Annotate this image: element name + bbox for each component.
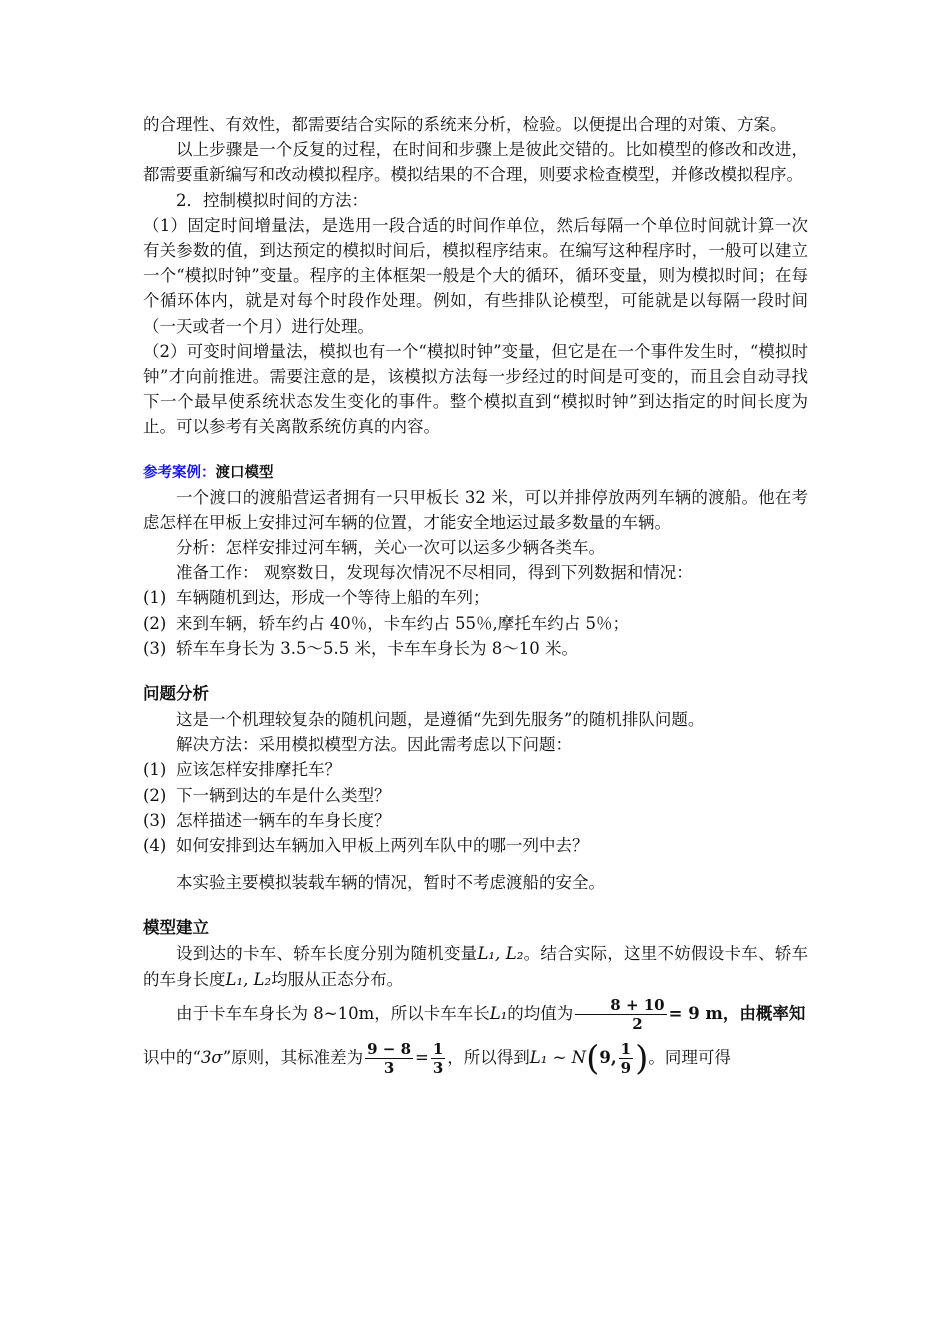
right-paren: ) — [635, 1038, 649, 1079]
spacer — [143, 895, 808, 915]
method-heading: 2．控制模拟时间的方法： — [176, 190, 368, 210]
list-item: (4) 如何安排到达车辆加入甲板上两列车队中的哪一列中去？ — [143, 836, 589, 856]
spacer — [143, 858, 808, 870]
document-page — [143, 112, 808, 1080]
case-preparation: 准备工作： 观察数日，发现每次情况不尽相同，得到下列数据和情况： — [176, 563, 693, 583]
case-analysis: 分析：怎样安排过河车辆，关心一次可以运多少辆各类车。 — [176, 538, 605, 558]
fraction-one-ninth: $\frac{1}{9}$ — [620, 1039, 632, 1077]
method-fixed-increment: （1）固定时间增量法，是选用一段合适的时间作单位，然后每隔一个单位时间就计算一次有关参数的值，到达预定的模拟时间后，模拟程序结束。在编写这种程序时，一般可以建立一个“模拟时钟”变量。程序的主体框架一般是个大的循环，循环变量，则为模拟时间；在每个循环体内，就是对每个时段作处理。例如，有些排队论模型，可能就是以每隔一段时间（一天或者一个月）进行处理。 — [143, 215, 808, 336]
spacer — [143, 440, 808, 460]
method-variable-increment: （2）可变时间增量法，模拟也有一个“模拟时钟”变量，但它是在一个事件发生时，“模拟时钟”才向前推进。需要注意的是，该模拟方法每一步经过的时间是可变的，而且会自动寻找下一个最早使系统状态发生变化的事件。整个模拟直到“模拟时钟”到达指定的时间长度为止。可以参考有关离散系统仿真的内容。 — [143, 341, 808, 437]
model-paragraph-3: 识中的“3σ”原则，其标准差为 $\frac{9 - 8}{3}$ = $\frac{1}{3}$ ，所以得到L₁ ~ N(9, $\frac{1}{9}$ )。同理可得 — [143, 1038, 731, 1079]
list-item: (1) 应该怎样安排摩托车？ — [143, 760, 341, 780]
variable-l1: L₁ — [489, 1003, 508, 1023]
list-item: (3) 轿车车身长为 3.5～5.5 米，卡车车身长为 8～10 米。 — [143, 638, 578, 658]
case-paragraph: 一个渡口的渡船营运者拥有一只甲板长 32 米，可以并排停放两列车辆的渡船。他在考虑怎样在甲板上安排过河车辆的位置，才能安全地运过最多数量的车辆。 — [143, 487, 808, 532]
spacer — [143, 661, 808, 681]
problem-heading: 问题分析 — [143, 684, 209, 704]
problem-paragraph-1: 这是一个机理较复杂的随机问题，是遵循“先到先服务”的随机排队问题。 — [176, 710, 705, 730]
variable-l1-l2: L₁, L₂ — [477, 944, 524, 964]
model-paragraph-1: 设到达的卡车、轿车长度分别为随机变量L₁, L₂。结合实际，这里不妨假设卡车、轿车的车身长度L₁, L₂均服从正态分布。 — [143, 944, 809, 989]
variable-l1-l2: L₁, L₂ — [225, 969, 272, 989]
problem-note: 本实验主要模拟装载车辆的情况，暂时不考虑渡船的安全。 — [176, 873, 605, 893]
problem-paragraph-2: 解决方法：采用模拟模型方法。因此需考虑以下问题： — [176, 735, 572, 755]
list-item: (1) 车辆随机到达，形成一个等待上船的车列； — [143, 588, 490, 608]
list-item: (2) 来到车辆，轿车约占 40％，卡车约占 55％,摩托车约占 5％； — [143, 613, 629, 633]
case-name: 渡口模型 — [215, 463, 274, 481]
case-title — [143, 460, 808, 485]
fraction-std: $\frac{9 - 8}{3}$ — [367, 1039, 412, 1077]
three-sigma: 3σ — [200, 1047, 223, 1067]
left-paren: ( — [586, 1038, 600, 1079]
list-item: (2) 下一辆到达的车是什么类型？ — [143, 785, 391, 805]
list-item: (3) 怎样描述一辆车的车身长度？ — [143, 810, 391, 830]
fraction-mean: $\frac{8 + 10}{2}$ — [575, 996, 666, 1033]
model-paragraph-2: 由于卡车车身长为 8~10m，所以卡车车长L₁的均值为 $\frac{8 + 10}{2}$ = 9 m，由概率知 — [176, 995, 806, 1033]
intro-paragraph-1: 的合理性、有效性，都需要结合实际的系统来分析，检验。以便提出合理的对策、方案。 — [143, 115, 787, 134]
intro-paragraph-2: 以上步骤是一个反复的过程，在时间和步骤上是彼此交错的。比如模型的修改和改进，都需要重新编写和改动模拟程序。模拟结果的不合理，则要求检查模型，并修改模拟程序。 — [143, 140, 808, 185]
case-label: 参考案例： — [143, 463, 216, 481]
model-heading: 模型建立 — [143, 918, 209, 938]
fraction-one-third: $\frac{1}{3}$ — [432, 1039, 444, 1077]
distribution-l1: L₁ ~ N — [529, 1047, 587, 1067]
